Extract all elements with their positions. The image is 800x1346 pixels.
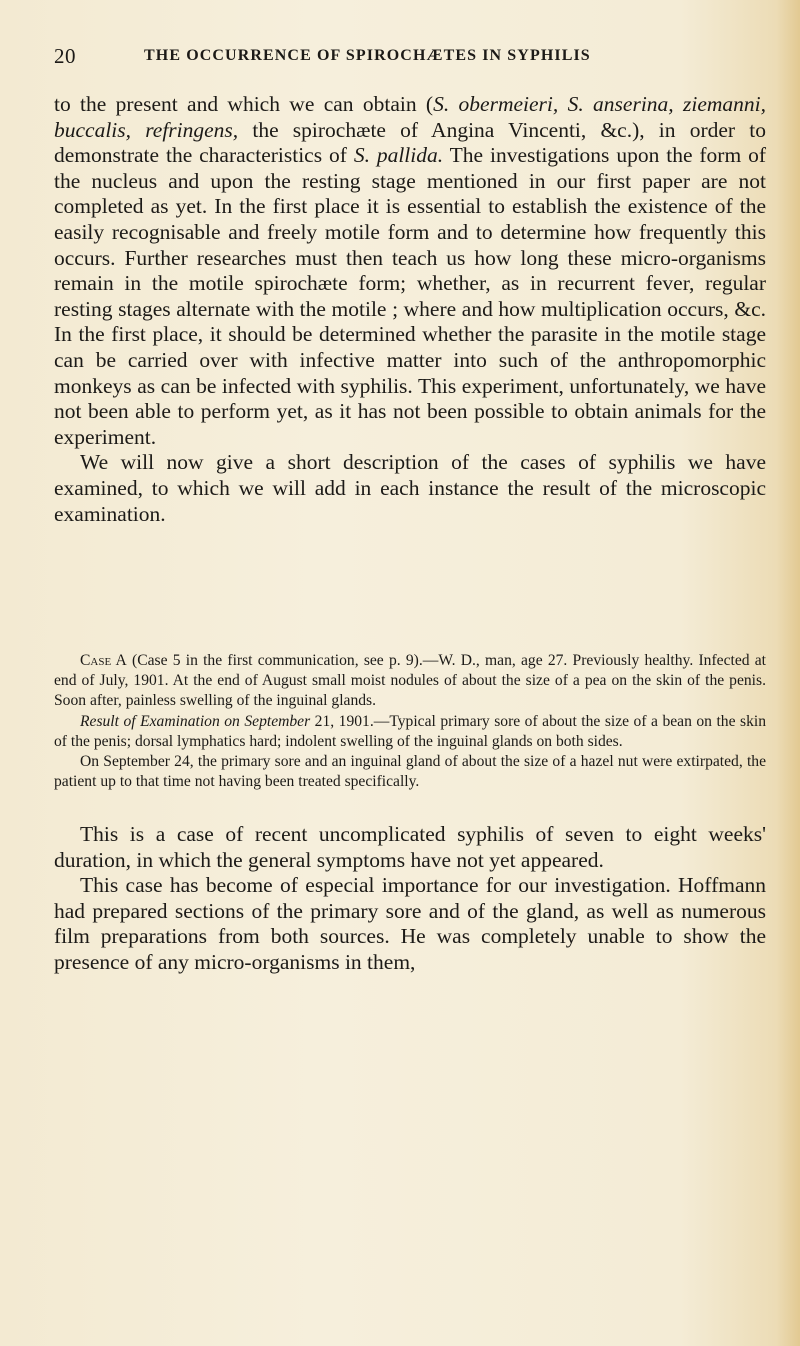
case-a-block xyxy=(54,651,766,792)
running-title: THE OCCURRENCE OF SPIROCHÆTES IN SYPHILIS xyxy=(144,47,591,64)
species-list: S. obermeieri, S. anserina, ziemanni, buccalis, refringens, xyxy=(54,92,766,142)
closing-text xyxy=(54,822,766,976)
paragraph-4: This case has become of especial importance for our investigation. Hoffmann had prepared sections of the primary sore and of the gland, as well as numerous film preparations from both sources. He was completely unable to show the presence of any micro-organisms in them, xyxy=(54,873,766,974)
case-a-result-text: 21, 1901.—Typical primary sore of about the size of a bean on the skin of the penis; dorsal lymphatics hard; indolent swelling of the inguinal glands on both sides. xyxy=(54,712,766,750)
paragraph-1 xyxy=(54,92,766,450)
paragraph-2: We will now give a short description of the cases of syphilis we have examined, to which we will add in each instance the result of the microscopic examination. xyxy=(54,450,766,526)
case-a-intro xyxy=(54,651,766,712)
case-a-intro-text: (Case 5 in the first communication, see p. 9).—W. D., man, age 27. Previously healthy. Infected at end of July, 1901. At the end of August small moist nodules of about the size of a pea on the skin of the penis. Soon after, painless swelling of the inguinal glands. xyxy=(54,652,767,710)
case-a-result xyxy=(54,712,766,752)
species-pallida: S. pallida. xyxy=(353,143,444,168)
main-text xyxy=(54,92,766,527)
paragraph-1-part-a: to the present and which we can obtain ( xyxy=(54,92,434,116)
case-a-result-label: Result of Examination on September xyxy=(80,712,311,730)
paragraph-1-part-b: the spirochæte of Angina Vincenti, &c.), in order to demonstrate the characteristics of xyxy=(54,117,766,168)
page-header xyxy=(54,44,754,74)
paragraph-3: This is a case of recent uncomplicated syphilis of seven to eight weeks' duration, in which the general symptoms have not yet appeared. xyxy=(54,822,766,872)
case-a-followup: On September 24, the primary sore and an inguinal gland of about the size of a hazel nut were extirpated, the patient up to that time not having been treated specifically. xyxy=(54,753,766,791)
page-number: 20 xyxy=(54,44,76,68)
case-a-label: Case A xyxy=(80,652,127,669)
paragraph-1-part-c: The investigations upon the form of the nucleus and upon the resting stage mentioned in our first paper are not completed as yet. In the first place it is essential to establish the existence of the easily recognisable and freely motile form and to determine how frequently this occurs. Further researches must then teach us how long these micro-organisms remain in the motile spirochæte form; whether, as in recurrent fever, regular resting stages alternate with the motile ; where and how multiplication occurs, &c. In the first place, it should be determined whether the parasite in the motile stage can be carried over with infective matter into such of the anthropomorphic monkeys as can be infected with syphilis. This experiment, unfortunately, we have not been able to perform yet, as it has not been possible to obtain animals for the experiment. xyxy=(54,143,766,449)
